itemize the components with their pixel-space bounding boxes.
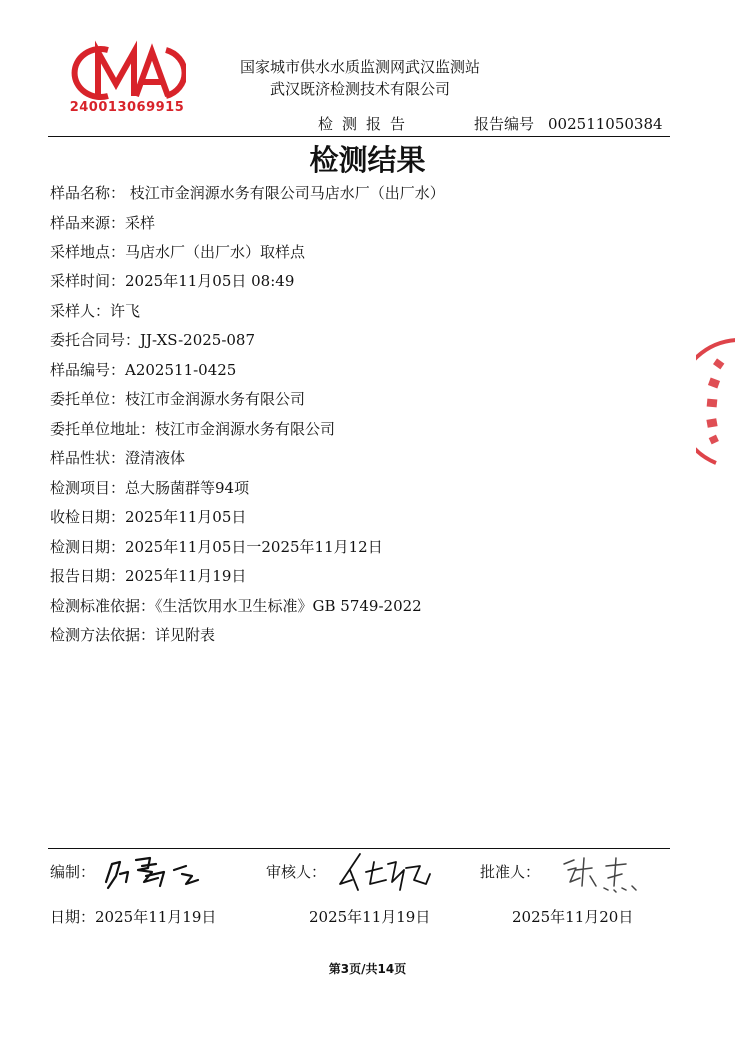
reviewer-label: 审核人： [266, 863, 327, 881]
org-name-line1: 国家城市供水水质监测网武汉监测站 [239, 58, 480, 76]
field-label: 检测项目： [50, 479, 126, 497]
field-label: 检测日期： [50, 538, 126, 556]
field-receipt-date [50, 507, 246, 527]
header-divider [48, 136, 670, 137]
field-label: 样品名称： [50, 184, 126, 202]
field-label: 检测方法依据： [50, 626, 156, 644]
field-label: 样品性状： [50, 449, 126, 467]
editor-date [50, 906, 216, 927]
field-value: 枝江市金润源水务有限公司 [125, 390, 306, 408]
report-kind: 检测报告 [318, 115, 415, 133]
field-value: JJ-XS-2025-087 [140, 331, 256, 349]
field-value: 2025年11月19日 [125, 567, 247, 585]
field-label: 委托单位地址： [50, 420, 156, 438]
field-sample-state [50, 448, 185, 468]
editor-signature [98, 852, 208, 892]
field-value: 2025年11月05日 08:49 [125, 272, 295, 290]
editor-label: 编制： [50, 863, 96, 881]
reviewer-signature [330, 850, 440, 896]
field-sample-no [50, 360, 236, 380]
field-label: 报告日期： [50, 567, 126, 585]
approver-signature [556, 852, 646, 894]
page-title: 检测结果 [309, 143, 426, 177]
field-value: 许飞 [110, 302, 141, 320]
field-client [50, 389, 305, 409]
field-value: 采样 [125, 214, 156, 232]
field-contract-no [50, 330, 255, 350]
company-seal [696, 338, 735, 468]
field-value: 马店水厂（出厂水）取样点 [125, 243, 306, 261]
report-number-label: 报告编号 [474, 115, 535, 133]
field-label: 样品来源： [50, 214, 126, 232]
field-test-standard [50, 596, 422, 616]
field-sample-name [50, 183, 445, 203]
report-number-value: 002511050384 [548, 115, 663, 133]
report-number [474, 113, 663, 134]
field-value: A202511-0425 [125, 361, 237, 379]
footer-divider [48, 848, 670, 849]
field-label: 委托合同号： [50, 331, 141, 349]
field-sampling-location [50, 242, 305, 262]
approver-label: 批准人： [480, 863, 541, 881]
field-label: 采样时间： [50, 272, 126, 290]
field-label: 检测标准依据： [50, 597, 156, 615]
cma-code: 240013069915 [69, 100, 185, 115]
approver-date: 2025年11月20日 [512, 908, 634, 926]
field-test-items [50, 478, 249, 498]
field-report-date [50, 566, 246, 586]
field-value: 总大肠菌群等94项 [125, 479, 250, 497]
field-label: 收检日期： [50, 508, 126, 526]
field-label: 采样地点： [50, 243, 126, 261]
field-label: 采样人： [50, 302, 111, 320]
reviewer-date: 2025年11月19日 [309, 908, 431, 926]
date-value: 2025年11月19日 [95, 908, 217, 926]
field-value: 2025年11月05日 [125, 508, 247, 526]
field-test-method [50, 625, 215, 645]
field-client-address [50, 419, 335, 439]
field-value: 澄清液体 [125, 449, 186, 467]
field-value: 《生活饮用水卫生标准》GB 5749-2022 [155, 597, 422, 615]
field-sampling-time [50, 271, 294, 291]
org-name-line2: 武汉既济检测技术有限公司 [269, 80, 450, 98]
date-label: 日期： [50, 908, 96, 926]
field-sampler [50, 301, 140, 321]
field-value: 详见附表 [155, 626, 216, 644]
field-value: 枝江市金润源水务有限公司马店水厂（出厂水） [125, 184, 445, 202]
field-label: 样品编号： [50, 361, 126, 379]
field-value: 2025年11月05日一2025年11月12日 [125, 538, 383, 556]
field-value: 枝江市金润源水务有限公司 [155, 420, 336, 438]
field-test-date [50, 537, 383, 557]
page-number: 第3页/共14页 [328, 962, 407, 976]
field-label: 委托单位： [50, 390, 126, 408]
field-sample-source [50, 213, 155, 233]
